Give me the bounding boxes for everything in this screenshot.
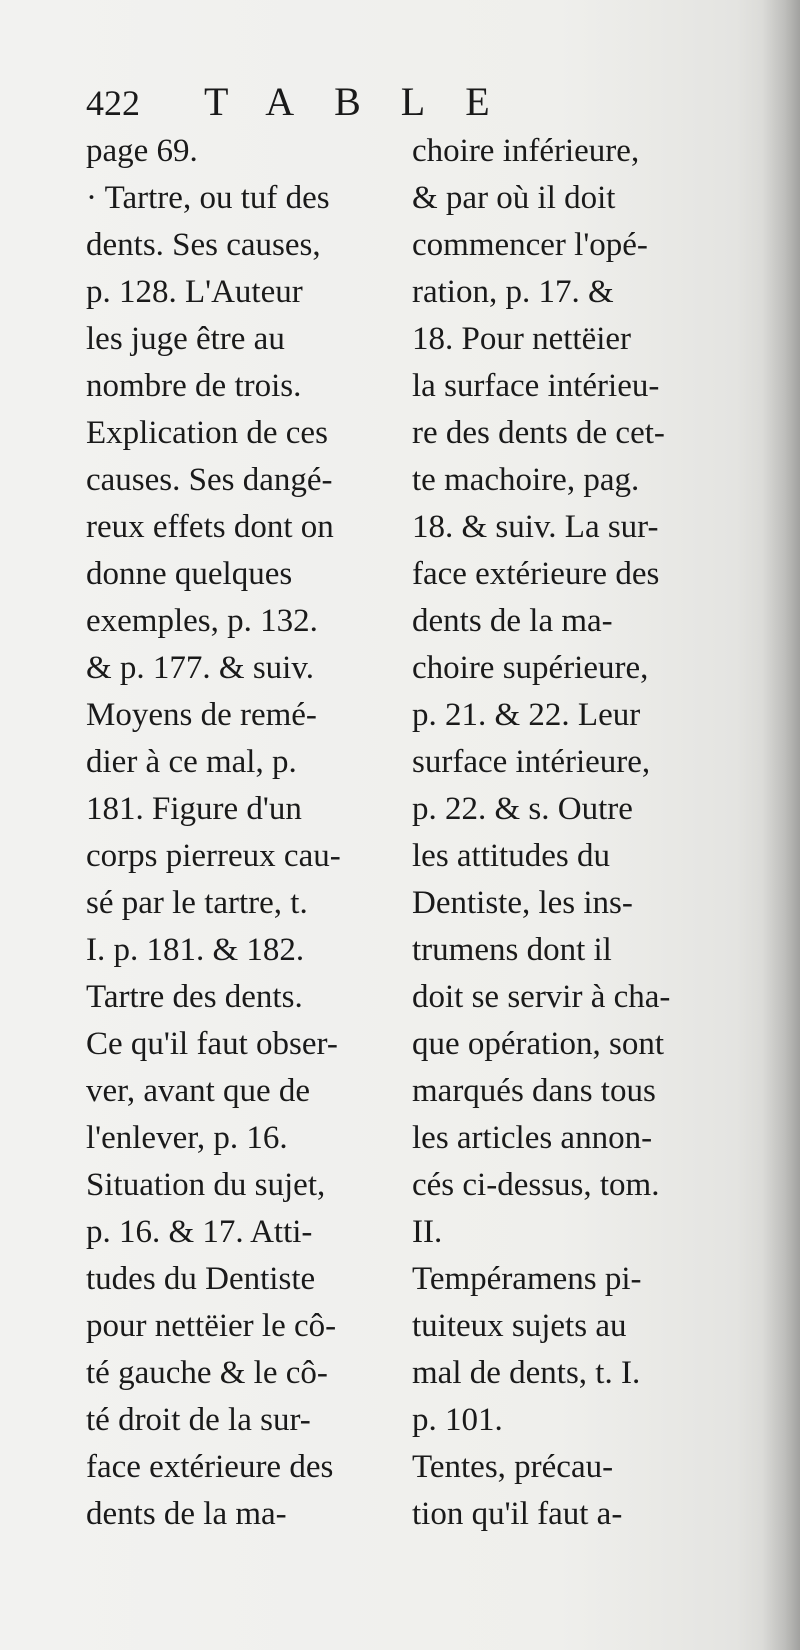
text-line: p. 128. L'Auteur (86, 274, 303, 310)
text-line: Tentes, précau- (412, 1449, 614, 1485)
text-line: tion qu'il faut a- (412, 1496, 623, 1532)
text-line: les juge être au (86, 321, 285, 357)
text-line: dents de la ma- (86, 1496, 287, 1532)
left-column (86, 128, 416, 1538)
text-line: I. p. 181. & 182. (86, 932, 305, 968)
text-line: dier à ce mal, p. (86, 744, 297, 780)
text-line: dents de la ma- (412, 603, 613, 639)
text-line: & par où il doit (412, 180, 616, 216)
text-line: surface intérieure, (412, 744, 651, 780)
text-line: choire supérieure, (412, 650, 649, 686)
text-line: té gauche & le cô- (86, 1355, 328, 1391)
text-line: causes. Ses dangé- (86, 462, 333, 498)
text-line: que opération, sont (412, 1026, 665, 1062)
text-line: 181. Figure d'un (86, 791, 302, 827)
text-line: l'enlever, p. 16. (86, 1120, 288, 1156)
text-line: dents. Ses causes, (86, 227, 321, 263)
text-line: cés ci-dessus, tom. (412, 1167, 660, 1203)
page-number: 422 (86, 83, 140, 123)
text-line: II. (412, 1214, 443, 1250)
text-line: face extérieure des (412, 556, 660, 592)
text-line: marqués dans tous (412, 1073, 656, 1109)
text-line: Situation du sujet, (86, 1167, 326, 1203)
text-line: & p. 177. & suiv. (86, 650, 314, 686)
text-line: p. 101. (412, 1402, 503, 1438)
text-line: ration, p. 17. & (412, 274, 614, 310)
text-line: donne quelques (86, 556, 293, 592)
text-line: te machoire, pag. (412, 462, 640, 498)
text-line: 18. Pour nettëier (412, 321, 632, 357)
text-line: tuiteux sujets au (412, 1308, 627, 1344)
page-header (86, 78, 706, 134)
text-line: 18. & suiv. La sur- (412, 509, 659, 545)
text-line: corps pierreux cau- (86, 838, 341, 874)
text-line: reux effets dont on (86, 509, 334, 545)
page-edge-shadow (762, 0, 800, 1650)
text-line: pour nettëier le cô- (86, 1308, 337, 1344)
text-line: page 69. (86, 133, 198, 169)
text-line: re des dents de cet- (412, 415, 665, 451)
text-line: p. 22. & s. Outre (412, 791, 633, 827)
text-line: face extérieure des (86, 1449, 334, 1485)
text-line: sé par le tartre, t. (86, 885, 308, 921)
text-line: les attitudes du (412, 838, 610, 874)
text-line: p. 21. & 22. Leur (412, 697, 641, 733)
text-line: Moyens de remé- (86, 697, 317, 733)
text-line: nombre de trois. (86, 368, 302, 404)
text-line: Tempéramens pi- (412, 1261, 642, 1297)
text-line: ver, avant que de (86, 1073, 311, 1109)
running-title: TABLE (204, 79, 530, 124)
text-line: p. 16. & 17. Atti- (86, 1214, 313, 1250)
text-line: té droit de la sur- (86, 1402, 311, 1438)
text-line: · Tartre, ou tuf des (86, 180, 330, 216)
text-line: choire inférieure, (412, 133, 640, 169)
text-line: Ce qu'il faut obser- (86, 1026, 338, 1062)
text-line: trumens dont il (412, 932, 612, 968)
text-line: mal de dents, t. I. (412, 1355, 641, 1391)
text-line: la surface intérieu- (412, 368, 660, 404)
text-line: Tartre des dents. (86, 979, 303, 1015)
text-line: commencer l'opé- (412, 227, 648, 263)
right-column (412, 128, 712, 1538)
text-line: les articles annon- (412, 1120, 653, 1156)
text-line: Explication de ces (86, 415, 328, 451)
text-line: doit se servir à cha- (412, 979, 671, 1015)
text-line: exemples, p. 132. (86, 603, 318, 639)
text-line: Dentiste, les ins- (412, 885, 633, 921)
text-line: tudes du Dentiste (86, 1261, 316, 1297)
